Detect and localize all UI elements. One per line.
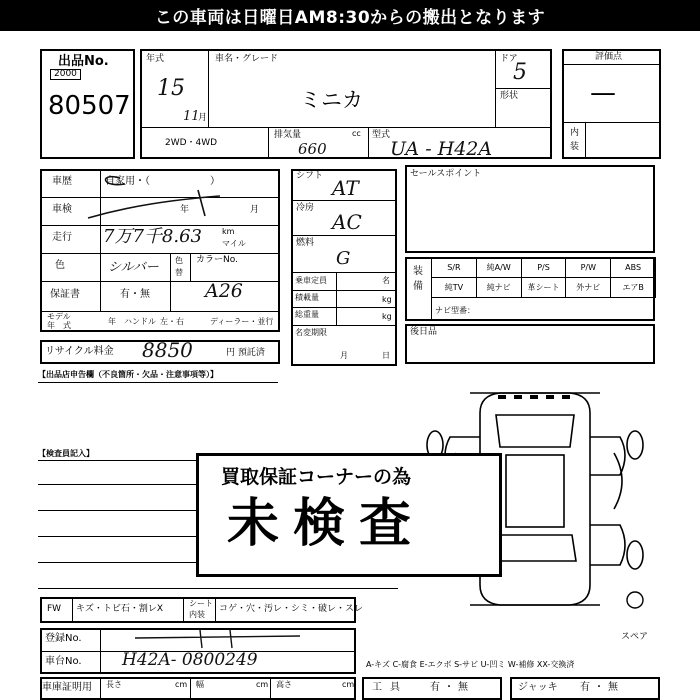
length-label: 長さ [106, 680, 122, 689]
gross-label: 総重量 [295, 310, 319, 319]
score-value: — [590, 78, 616, 108]
name-value: ミニカ [300, 88, 363, 112]
mileage-label: 走行 [52, 232, 72, 243]
jack-value: 有・無 [580, 682, 622, 693]
jack-label: ジャッキ [518, 682, 558, 693]
fuel-value: G [336, 248, 351, 269]
seat-label-1: シート [189, 599, 213, 608]
interior-label-2: 装 [570, 142, 580, 152]
fw-text: キズ・トビ石・割レX [76, 604, 163, 614]
equipment-item: エアB [610, 277, 656, 298]
inspector-label: 【検査員記入】 [38, 449, 94, 458]
fuel-label: 燃料 [296, 238, 315, 248]
mileage-unit-km: km [222, 227, 235, 236]
color-label: 色 [55, 260, 65, 271]
sales-point-label: セールスポイント [410, 169, 482, 179]
equipment-item: 外ナビ [565, 277, 611, 298]
top-banner-text: この車両は日曜日AM8:30からの搬出となります [154, 8, 546, 28]
equipment-item: 純A/W [476, 257, 522, 278]
model-year-unit: 年 [108, 317, 116, 326]
cert-label: 車庫証明用 [42, 682, 92, 693]
lot-label: 出品No. [58, 54, 109, 69]
equipment-item: P/W [565, 257, 611, 278]
equipment-label-1: 装 [413, 266, 423, 277]
lot-number: 80507 [48, 91, 131, 121]
equipment-item: P/S [521, 257, 567, 278]
fw-label: FW [47, 604, 62, 614]
model-label: 型式 [372, 130, 391, 140]
width-label: 幅 [196, 680, 204, 689]
cm-2: cm [256, 680, 269, 689]
reg-no-label: 登録No. [45, 633, 82, 644]
score-label: 評価点 [595, 52, 623, 62]
mileage-unit-mile: マイル [222, 239, 246, 248]
drive-label: 2WD・4WD [165, 138, 218, 148]
reg-no-strike [105, 626, 305, 650]
handle-value: 左・右 [160, 317, 184, 326]
color-value: シルバー [108, 260, 159, 275]
colorno-value: A26 [205, 280, 243, 302]
load-unit: kg [382, 295, 392, 304]
spare-label: スペア [621, 632, 649, 642]
handle-label: ハンドル [124, 317, 156, 326]
capacity-unit: 名 [382, 276, 390, 285]
inspection-month: 月 [250, 205, 260, 215]
warranty-label: 保証書 [50, 289, 80, 300]
displacement-label: 排気量 [274, 130, 302, 140]
displacement-value: 660 [298, 140, 327, 158]
lot-sub: 2000 [50, 69, 81, 80]
shape-label: 形状 [500, 91, 519, 101]
month-value: 11 [183, 109, 200, 124]
door-label: ドア [500, 54, 518, 64]
equipment-item: ABS [610, 257, 656, 278]
ac-value: AC [332, 210, 362, 234]
height-label: 高さ [276, 680, 292, 689]
mileage-value: 7万7千8.63 [103, 226, 202, 247]
capacity-label: 乗車定員 [295, 276, 327, 285]
aftermarket-box [405, 324, 655, 364]
load-label: 積載量 [295, 293, 319, 302]
navi-label: ナビ型番： [435, 306, 475, 315]
reg-label: 名変期限 [295, 328, 327, 337]
cm-1: cm [175, 680, 188, 689]
history-value: 自家用・（ ） [105, 176, 220, 187]
history-label: 車歴 [52, 176, 72, 187]
month-unit: 月 [198, 113, 208, 123]
seat-label-2: 内装 [189, 610, 205, 619]
color-change-1: 色 [175, 256, 183, 265]
cm-3: cm [342, 680, 355, 689]
reg-month: 月 [340, 351, 348, 360]
aftermarket-label: 後日品 [410, 327, 438, 337]
year-value: 15 [157, 76, 185, 101]
warranty-value: 有・無 [120, 289, 150, 300]
recycle-unit: 円 預託済 [226, 348, 265, 358]
displacement-unit: cc [352, 129, 361, 138]
shift-value: AT [332, 176, 359, 200]
chassis-value: H42A- 0800249 [122, 650, 258, 670]
tools-value: 有・無 [430, 682, 472, 693]
equipment-item: 純TV [431, 277, 477, 298]
inspection-year: 年 [180, 205, 190, 215]
equipment-label-2: 備 [413, 281, 423, 292]
equipment-item: S/R [431, 257, 477, 278]
dealer-label: ディーラー・並行 [210, 317, 274, 326]
model-year-label-1: モデル [47, 312, 71, 321]
ac-label: 冷房 [296, 203, 315, 213]
damage-legend: A-キズ C-腐食 E-エクボ S-サビ U-凹ミ W-補修 XX-交換済 [366, 660, 575, 669]
shift-label: シフト [296, 171, 324, 181]
stamp-line1: 買取保証コーナーの為 [221, 466, 412, 488]
model-year-label-2: 年 式 [47, 321, 71, 330]
color-change-2: 替 [175, 268, 183, 277]
interior-label-1: 内 [570, 128, 580, 138]
stamp-line2: 未検査 [227, 494, 426, 554]
declaration-label: 【出品店申告欄（不良箇所・欠品・注意事項等）】 [38, 370, 218, 379]
chassis-label: 車台No. [45, 656, 82, 667]
top-banner [0, 0, 700, 31]
inspection-scribble [80, 166, 270, 226]
seat-text: コゲ・穴・汚レ・シミ・破レ・スレ [219, 604, 364, 614]
recycle-value: 8850 [142, 338, 193, 362]
reg-day: 日 [382, 351, 390, 360]
name-label: 車名・グレード [215, 54, 279, 64]
colorno-label: カラーNo. [196, 255, 238, 265]
year-label: 年式 [146, 54, 165, 64]
unchecked-stamp [196, 453, 502, 577]
inspection-label: 車検 [52, 204, 72, 215]
door-value: 5 [513, 60, 527, 85]
equipment-item: 純ナビ [476, 277, 522, 298]
tools-label: 工具 [372, 682, 408, 693]
recycle-label: リサイクル料金 [45, 346, 114, 357]
equipment-item: 革シート [521, 277, 567, 298]
model-value: UA - H42A [390, 138, 493, 160]
gross-unit: kg [382, 312, 392, 321]
